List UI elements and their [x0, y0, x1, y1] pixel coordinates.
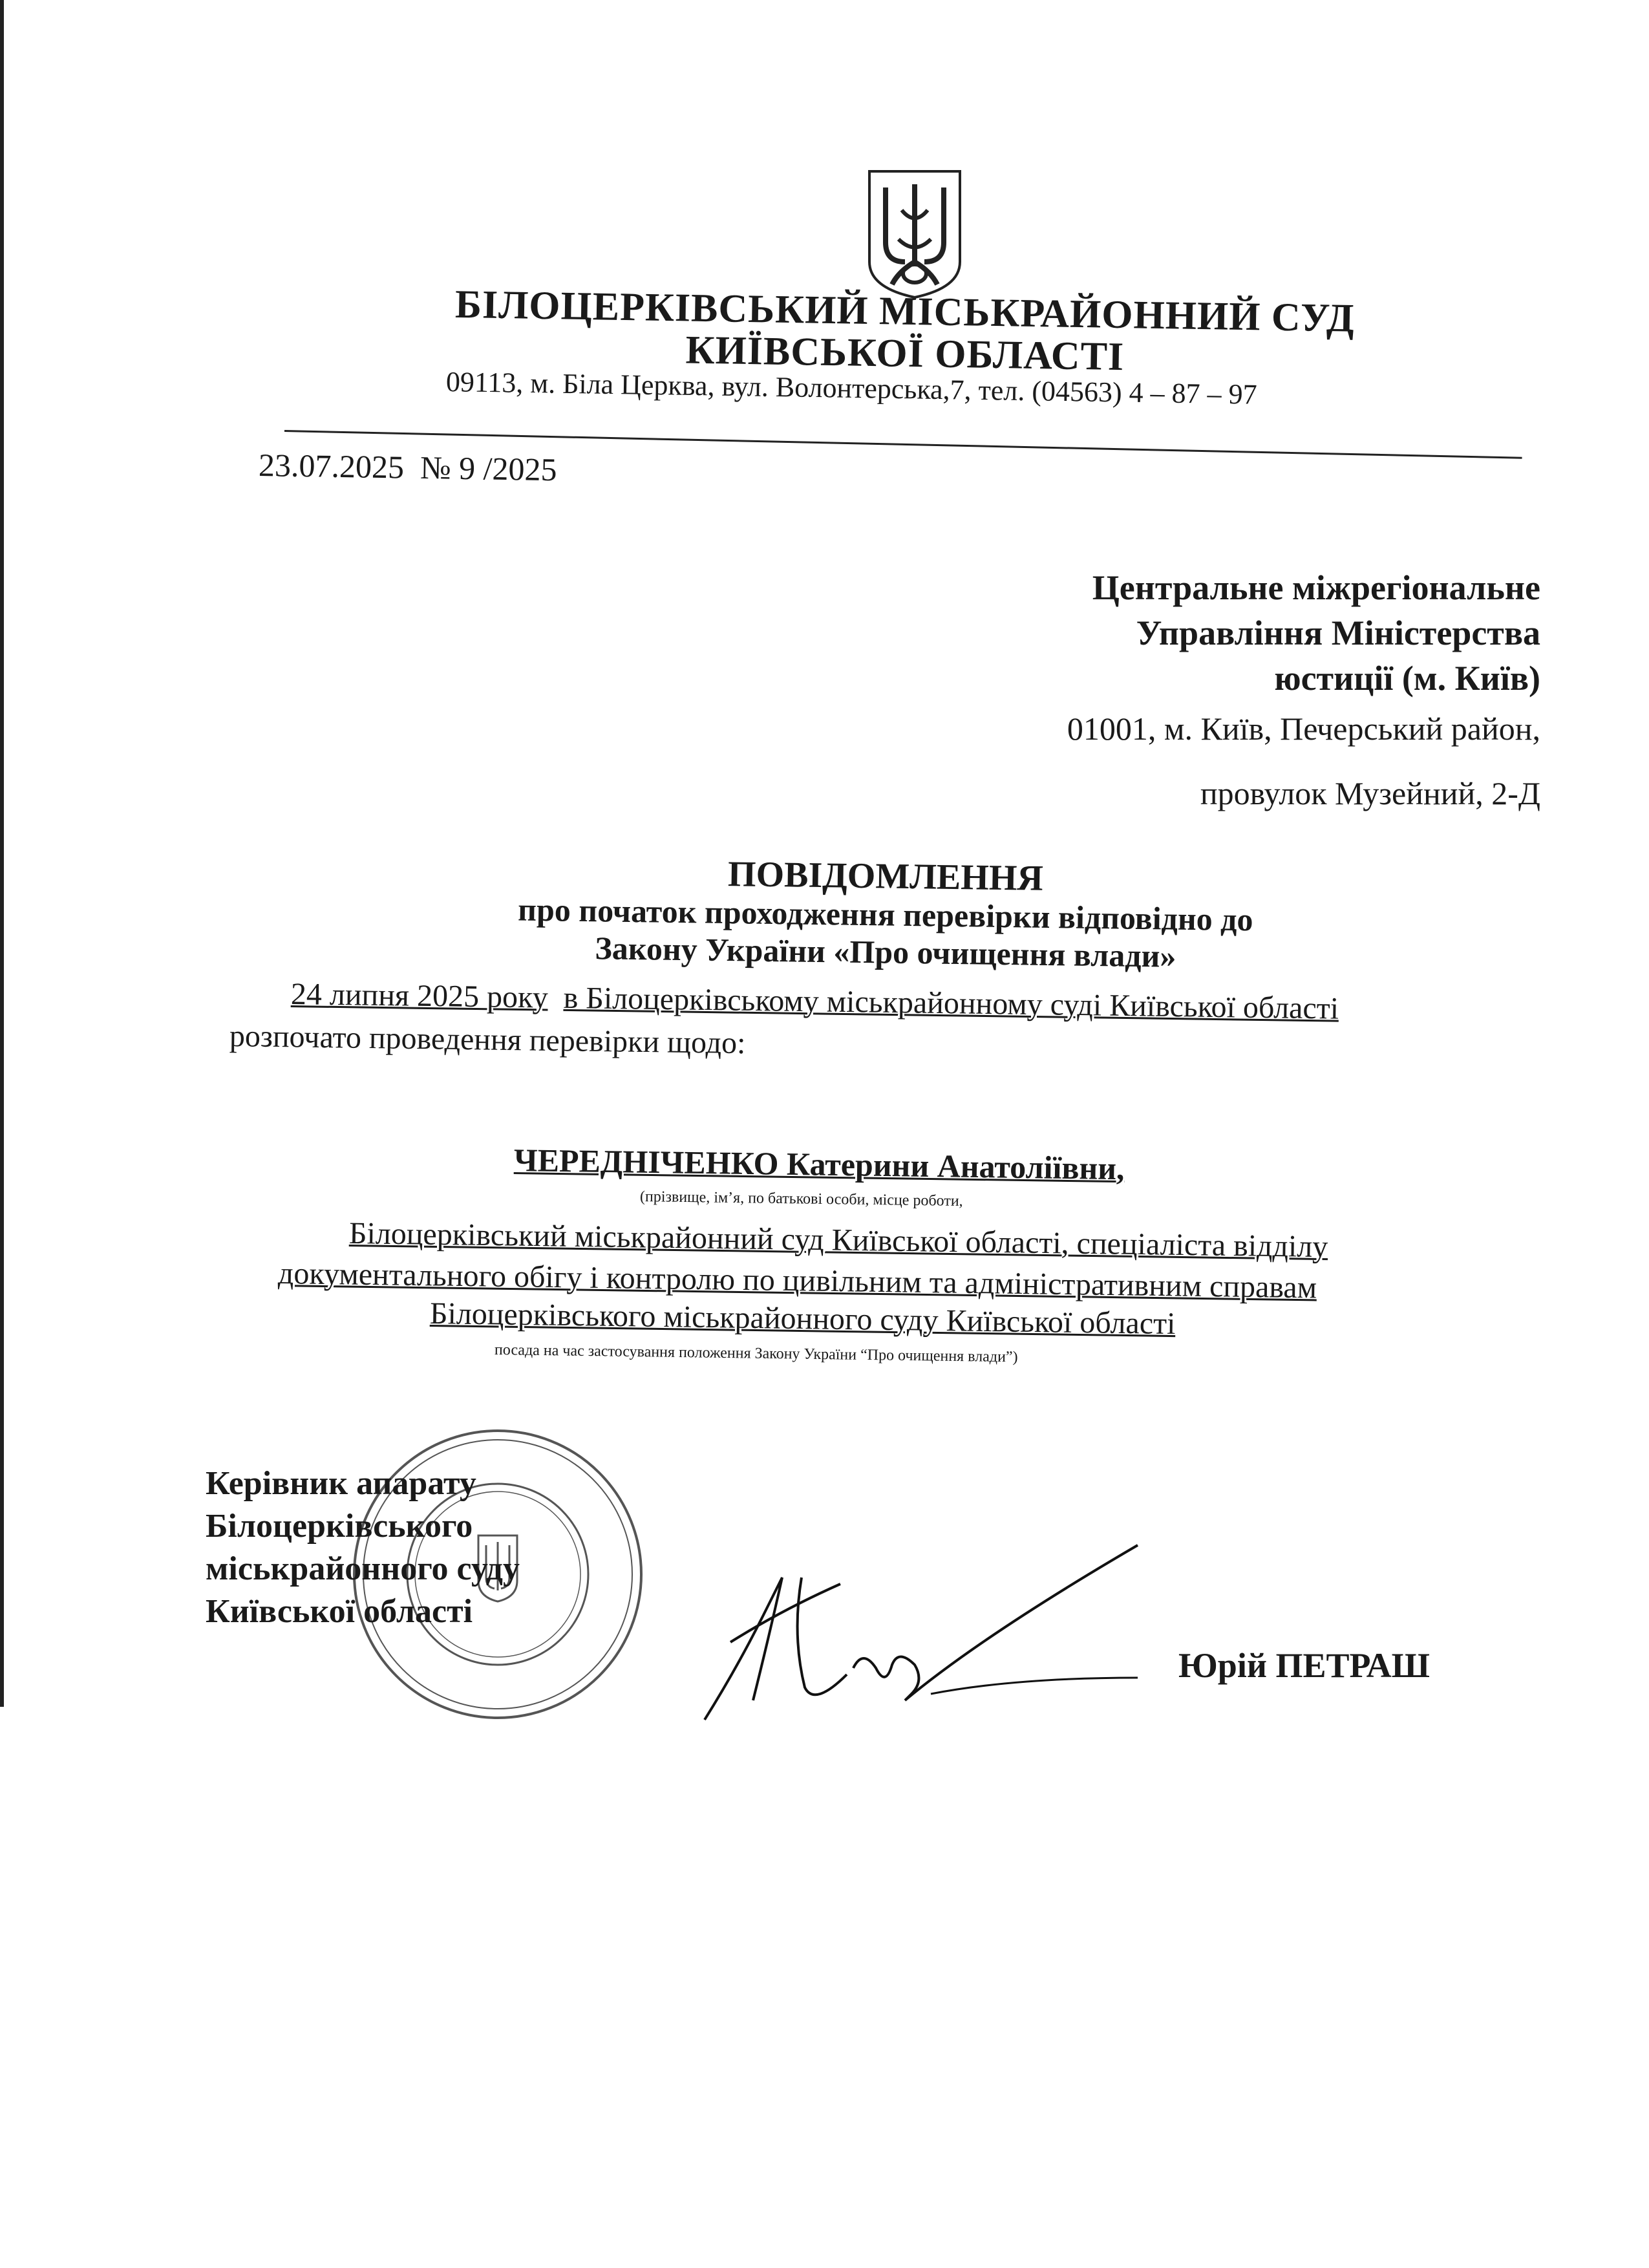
notice-title: ПОВІДОМЛЕННЯ: [727, 854, 1044, 899]
recipient-address2: провулок Музейний, 2-Д: [1200, 775, 1540, 811]
scan-edge-bar: [0, 0, 4, 1707]
court-name-line1: БІЛОЦЕРКІВСЬКИЙ МІСЬКРАЙОННИЙ СУД: [454, 282, 1356, 341]
signer-role-line1: Керівник апарату: [206, 1465, 476, 1502]
handwritten-signature-icon: [692, 1539, 1144, 1726]
signer-role-line2: Білоцерківського: [206, 1508, 473, 1545]
notice-started-text: розпочато проведення перевірки щодо:: [229, 1019, 746, 1061]
person-note: (прізвище, ім’я, по батькові особи, місце роботи,: [639, 1188, 963, 1210]
recipient-line3: юстиції (м. Київ): [1274, 659, 1540, 698]
notice-location: в Білоцерківському міськрайонному суді Київської області: [563, 980, 1339, 1026]
signer-role-line4: Київської області: [206, 1593, 473, 1630]
signer-role-block: [206, 1462, 520, 1633]
registration-line: [259, 446, 557, 488]
registration-number: № 9 /2025: [420, 449, 557, 488]
recipient-line1: Центральне міжрегіональне: [1092, 568, 1540, 607]
court-address: 09113, м. Біла Церква, вул. Волонтерська,7, тел. (04563) 4 – 87 – 97: [445, 366, 1258, 411]
position-line3: Білоцерківського міськрайонного суду Київської області: [429, 1296, 1176, 1342]
signer-name: Юрій ПЕТРАШ: [1178, 1646, 1430, 1685]
registration-date: 23.07.2025: [258, 447, 405, 486]
court-name-line2: КИЇВСЬКОЇ ОБЛАСТІ: [685, 328, 1125, 380]
position-line1: Білоцерківський міськрайонний суд Київської області, спеціаліста відділу: [348, 1216, 1328, 1265]
notice-date: 24 липня 2025 року: [290, 977, 549, 1015]
notice-subtitle1: про початок проходження перевірки відповідно до: [517, 891, 1253, 938]
position-line2: документального обігу і контролю по цивільним та адміністративним справам: [277, 1256, 1317, 1305]
trident-emblem-icon: [863, 165, 966, 301]
person-name: ЧЕРЕДНІЧЕНКО Катерини Анатоліївни,: [513, 1142, 1125, 1187]
notice-date-location-line: [291, 976, 1339, 1027]
recipient-address1: 01001, м. Київ, Печерський район,: [1067, 711, 1540, 747]
signer-role-line3: міськрайонного суду: [206, 1550, 520, 1587]
position-note: посада на час застосування положення Закону України “Про очищення влади”): [494, 1342, 1018, 1366]
recipient-line2: Управління Міністерства: [1136, 614, 1540, 652]
notice-subtitle2: Закону України «Про очищення влади»: [595, 930, 1176, 974]
